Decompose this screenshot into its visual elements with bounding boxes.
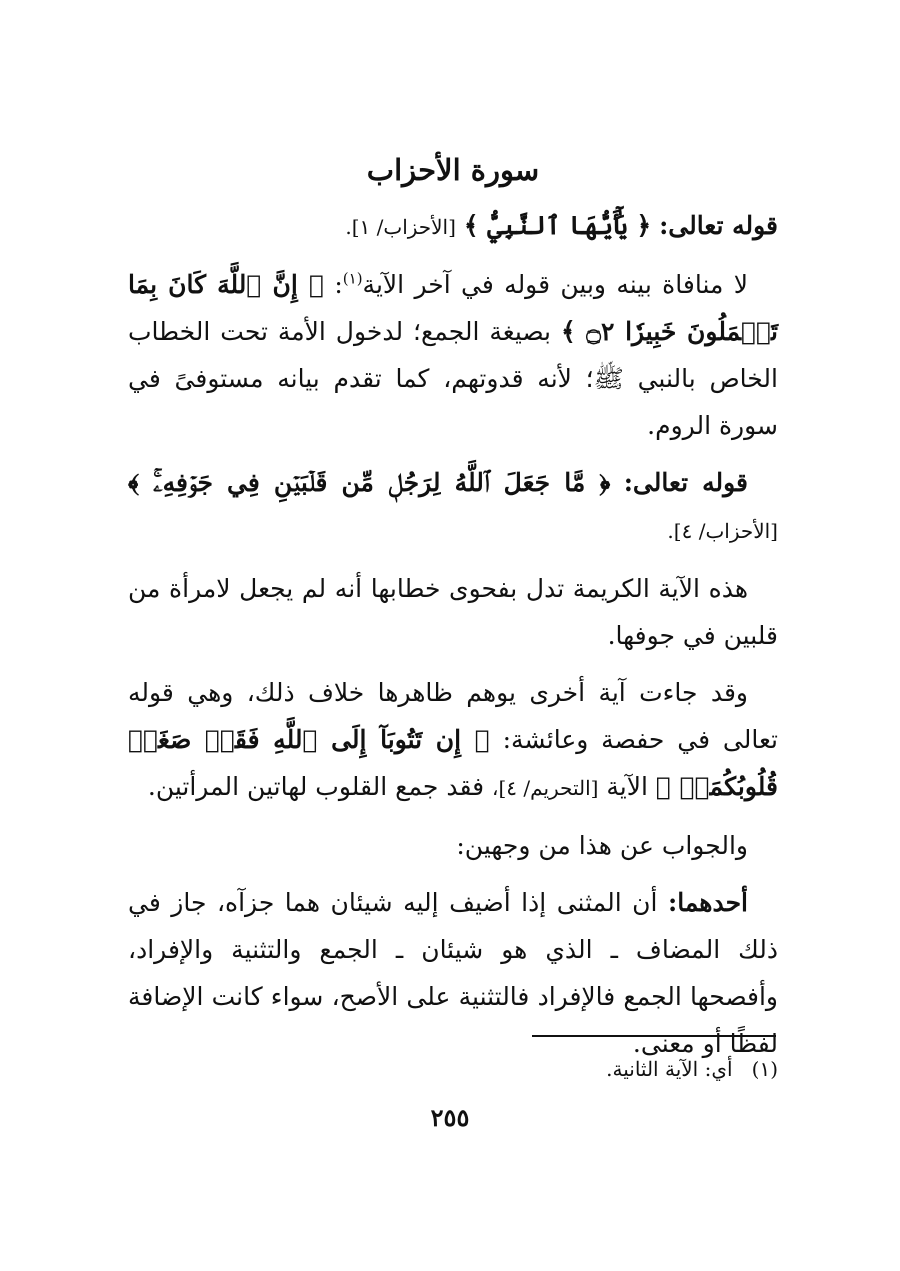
paragraph-text: وقد جاءت آية أخرى يوهم ظاهرها خلاف ذلك، وهي قوله تعالى في حفصة وعائشة:: [128, 678, 778, 754]
paragraph-5: [128, 879, 778, 1067]
paragraph-2: هذه الآية الكريمة تدل بفحوى خطابها أنه لم يجعل لامرأة من قلبين في جوفها.: [128, 574, 778, 650]
verse-reference: [الأحزاب/ ١].: [345, 215, 456, 239]
paragraph-1: [128, 261, 778, 449]
quran-verse: ﴿ إِن تَتُوبَآ إِلَى ٱللَّهِ فَقَدۡ صَغَتۡ قُلُوبُكُمَاۖ ﴾: [128, 725, 778, 801]
paragraph-text: :: [334, 270, 343, 299]
footnote: [400, 1054, 778, 1084]
paragraph-3: [128, 669, 778, 812]
quran-verse: ﴿ إِنَّ ٱللَّهَ كَانَ بِمَا تَعۡمَلُونَ خَبِيرٗا ۝٢ ﴾: [128, 270, 779, 346]
section-heading-1: [128, 202, 778, 251]
page-body: [128, 140, 778, 1077]
page-number: ٢٥٥: [430, 1103, 470, 1132]
quran-verse: ﴿ مَّا جَعَلَ ٱللَّهُ لِرَجُلٖ مِّن قَلۡبَيۡنِ فِي جَوۡفِهِۦۚ ﴾: [128, 468, 611, 497]
paragraph-lead: أحدهما:: [667, 888, 748, 917]
surah-title: سورة الأحزاب: [366, 153, 540, 187]
paragraph-4: والجواب عن هذا من وجهين:: [456, 831, 748, 860]
paragraph-text: فقد جمع القلوب لهاتين المرأتين.: [147, 772, 485, 801]
section-lead: قوله تعالى:: [623, 468, 748, 497]
paragraph-text: لا منافاة بينه وبين قوله في آخر الآية: [362, 270, 749, 299]
section-heading-2: [128, 459, 778, 555]
paragraph-text: أن المثنى إذا أضيف إليه شيئان هما جزآه، جاز في ذلك المضاف ـ الذي هو شيئان ـ الجمع والتثنية والإفراد، وأفصحها الجمع فالإفراد فالتثنية على الأصح، سواء كانت الإضافة لفظًا أو معنى.: [128, 888, 778, 1058]
verse-reference: [الأحزاب/ ٤].: [667, 519, 778, 543]
footnote-number: (١): [751, 1057, 778, 1081]
verse-reference: [التحريم/ ٤]،: [492, 776, 599, 800]
paragraph-text: بصيغة الجمع؛ لدخول الأمة تحت الخطاب الخاص بالنبي ﷺ؛ لأنه قدوتهم، كما تقدم بيانه مستوفىً في سورة الروم.: [128, 317, 778, 440]
quran-verse: ﴿ يَٰٓأَيُّهَا ٱلنَّبِيُّ ﴾: [463, 211, 652, 240]
section-lead: قوله تعالى:: [659, 211, 778, 240]
footnote-marker: (١): [342, 269, 363, 288]
footnote-text: أي: الآية الثانية.: [606, 1057, 733, 1081]
footnote-divider: [532, 1035, 776, 1037]
paragraph-text: الآية: [606, 772, 648, 801]
